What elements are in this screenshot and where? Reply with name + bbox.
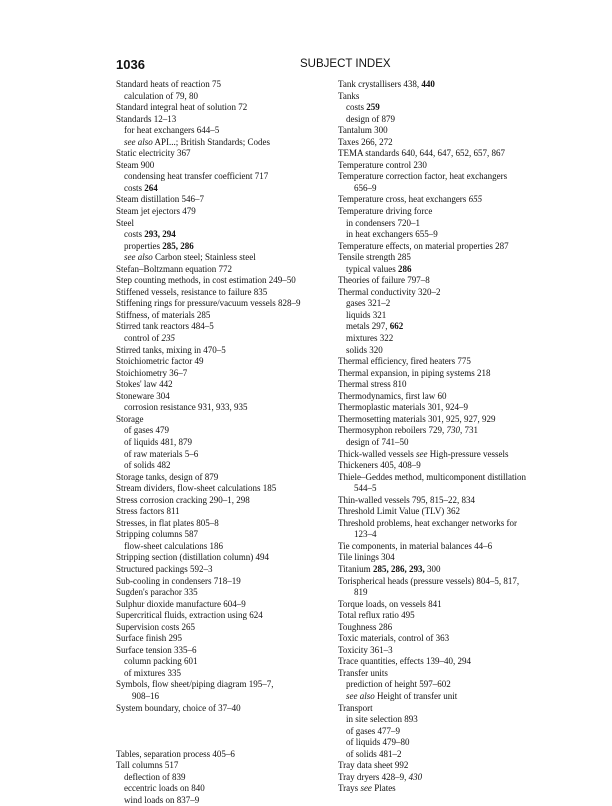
index-subentry	[116, 125, 341, 137]
index-entry	[116, 552, 341, 564]
index-entry	[338, 645, 578, 657]
entry-text: Titanium	[338, 563, 373, 574]
index-subentry	[338, 437, 578, 449]
entry-text: Toxic materials, control of 363	[338, 633, 450, 644]
entry-text: corrosion resistance 931, 933, 935	[124, 402, 248, 413]
index-column-right	[338, 79, 578, 795]
bold-page-ref: 293, 294	[144, 229, 176, 240]
entry-text: Stripping columns 587	[116, 529, 199, 540]
entry-text: Thick-walled vessels	[338, 448, 416, 459]
index-entry	[338, 460, 578, 472]
italic-text: see	[360, 783, 372, 794]
index-entry	[338, 783, 578, 795]
index-entry	[116, 610, 341, 622]
index-subentry	[338, 183, 578, 195]
index-entry	[116, 495, 341, 507]
index-entry	[116, 564, 341, 576]
entry-text: Supercritical fluids, extraction using 624	[116, 610, 263, 621]
entry-text: Torque loads, on vessels 841	[338, 598, 442, 609]
entry-text: costs	[124, 229, 145, 240]
entry-text: prediction of height 597–602	[346, 679, 451, 690]
index-entry	[116, 679, 341, 691]
index-entry	[338, 518, 578, 530]
entry-text: typical values	[346, 263, 398, 274]
index-entry	[338, 125, 578, 137]
index-subentry	[116, 183, 341, 195]
index-entry	[116, 749, 341, 761]
entry-text: Sugden's parachor 335	[116, 587, 198, 598]
entry-text: Plates	[371, 783, 396, 794]
entry-text: Thickeners 405, 408–9	[338, 460, 421, 471]
index-subentry	[116, 449, 341, 461]
index-entry	[116, 529, 341, 541]
index-entry	[116, 356, 341, 368]
entry-text: properties	[124, 240, 163, 251]
index-entry	[116, 287, 341, 299]
index-entry	[338, 772, 578, 784]
entry-text: gases 321–2	[346, 298, 391, 309]
italic-text: see	[415, 448, 428, 459]
entry-text: Tie components, in material balances 44–6	[338, 540, 493, 551]
index-subentry	[338, 726, 578, 738]
italic-text: 430	[408, 771, 423, 782]
entry-text: Stress factors 811	[116, 506, 180, 517]
entry-text: Theories of failure 797–8	[338, 275, 430, 286]
index-subentry	[338, 298, 578, 310]
entry-text: Structured packings 592–3	[116, 563, 213, 574]
entry-text: 908–16	[132, 690, 159, 701]
entry-text: of mixtures 335	[124, 667, 181, 678]
entry-text: for heat exchangers 644–5	[124, 125, 220, 136]
entry-text: design of 741–50	[346, 436, 409, 447]
index-gap	[116, 737, 341, 749]
index-entry	[116, 391, 341, 403]
index-subentry	[338, 749, 578, 761]
index-entry	[338, 610, 578, 622]
entry-text: Stream dividers, flow-sheet calculations 185	[116, 483, 277, 494]
entry-text: Temperature correction factor, heat exchangers	[338, 171, 508, 182]
entry-text: Total reflux ratio 495	[338, 610, 415, 621]
index-entry	[116, 518, 341, 530]
index-entry	[338, 137, 578, 149]
entry-text: solids 320	[346, 344, 383, 355]
index-entry	[116, 148, 341, 160]
entry-text: Temperature driving force	[338, 206, 433, 217]
index-subentry	[116, 241, 341, 253]
index-subentry	[338, 321, 578, 333]
entry-text: Threshold Limit Value (TLV) 362	[338, 506, 460, 517]
index-subentry	[338, 310, 578, 322]
italic-text: see also	[124, 136, 153, 147]
entry-text: Transport	[338, 702, 373, 713]
entry-text: Static electricity 367	[116, 148, 191, 159]
entry-text: Standards 12–13	[116, 113, 177, 124]
italic-text: see also	[124, 252, 153, 263]
index-entry	[116, 622, 341, 634]
index-entry	[116, 645, 341, 657]
entry-text: Tall columns 517	[116, 760, 179, 771]
index-subentry	[338, 714, 578, 726]
entry-text: , 731	[459, 425, 478, 436]
index-entry	[338, 668, 578, 680]
index-entry	[338, 472, 578, 484]
entry-text: Sub-cooling in condensers 718–19	[116, 575, 241, 586]
entry-text: Thermoplastic materials 301, 924–9	[338, 402, 468, 413]
entry-text: Tensile strength 285	[338, 252, 411, 263]
entry-text: 544–5	[354, 483, 377, 494]
bold-page-ref: 264	[144, 182, 158, 193]
entry-text: Tanks	[338, 90, 360, 101]
index-subentry	[116, 541, 341, 553]
index-entry	[338, 160, 578, 172]
entry-text: deflection of 839	[124, 771, 186, 782]
entry-text: mixtures 322	[346, 333, 394, 344]
entry-text: column packing 601	[124, 656, 198, 667]
index-entry	[338, 391, 578, 403]
entry-text: Thin-walled vessels 795, 815–22, 834	[338, 494, 475, 505]
index-entry	[338, 541, 578, 553]
index-entry	[338, 633, 578, 645]
index-entry	[116, 760, 341, 772]
entry-text: control of	[124, 333, 162, 344]
index-entry	[116, 310, 341, 322]
entry-text: in condensers 720–1	[346, 217, 420, 228]
entry-text: Stoichiometry 36–7	[116, 367, 188, 378]
entry-text: Stiffening rings for pressure/vacuum vessels 828–9	[116, 298, 301, 309]
index-entry	[116, 160, 341, 172]
index-subentry	[116, 691, 341, 703]
index-entry	[338, 368, 578, 380]
entry-text: Tile linings 304	[338, 552, 395, 563]
entry-text: Steam distillation 546–7	[116, 194, 204, 205]
entry-text: Stresses, in flat plates 805–8	[116, 517, 219, 528]
entry-text: Standard heats of reaction 75	[116, 79, 221, 89]
entry-text: costs	[346, 102, 367, 113]
index-entry	[338, 656, 578, 668]
entry-text: design of 879	[346, 113, 395, 124]
index-entry	[338, 206, 578, 218]
bold-page-ref: 440	[421, 79, 435, 89]
entry-text: Steel	[116, 217, 134, 228]
index-entry	[116, 264, 341, 276]
index-entry	[338, 379, 578, 391]
index-subentry	[116, 333, 341, 345]
entry-text: Stirred tank reactors 484–5	[116, 321, 214, 332]
entry-text: of gases 479	[124, 425, 169, 436]
index-entry	[338, 79, 578, 91]
entry-text: Stoneware 304	[116, 390, 170, 401]
index-subentry	[338, 679, 578, 691]
entry-text: of liquids 479–80	[346, 737, 410, 748]
index-entry	[338, 287, 578, 299]
index-entry	[116, 79, 341, 91]
index-entry	[116, 368, 341, 380]
bold-page-ref: 285, 286, 293,	[372, 563, 425, 574]
entry-text: Thermal expansion, in piping systems 218	[338, 367, 491, 378]
index-entry	[338, 425, 578, 437]
entry-text: wind loads on 837–9	[124, 794, 200, 805]
index-subentry	[116, 437, 341, 449]
index-subentry	[116, 783, 341, 795]
index-entry	[338, 402, 578, 414]
entry-text: Threshold problems, heat exchanger networks for	[338, 517, 517, 528]
index-gap	[116, 714, 341, 726]
index-subentry	[116, 460, 341, 472]
entry-text: System boundary, choice of 37–40	[116, 702, 241, 713]
entry-text: Standard integral heat of solution 72	[116, 102, 248, 113]
index-entry	[116, 599, 341, 611]
index-subentry	[116, 137, 341, 149]
index-subentry	[338, 691, 578, 703]
entry-text: Trays	[338, 783, 361, 794]
index-entry	[338, 241, 578, 253]
entry-text: Thermal stress 810	[338, 379, 407, 390]
entry-text: Storage	[116, 413, 144, 424]
entry-text: Temperature control 230	[338, 159, 427, 170]
entry-text: TEMA standards 640, 644, 647, 652, 657, 867	[338, 148, 505, 159]
entry-text: Supervision costs 265	[116, 621, 196, 632]
index-entry	[338, 252, 578, 264]
entry-text: Sulphur dioxide manufacture 604–9	[116, 598, 246, 609]
index-entry	[338, 414, 578, 426]
running-head: SUBJECT INDEX	[300, 58, 391, 70]
entry-text: Tray data sheet 992	[338, 760, 409, 771]
entry-text: Transfer units	[338, 667, 388, 678]
index-entry	[116, 298, 341, 310]
entry-text: Steam jet ejectors 479	[116, 206, 196, 217]
italic-text: 235	[161, 333, 175, 344]
index-column-left	[116, 79, 341, 806]
italic-text: 655	[468, 194, 483, 205]
entry-text: Height of transfer unit	[374, 690, 458, 701]
index-entry	[338, 275, 578, 287]
entry-text: Trace quantities, effects 139–40, 294	[338, 656, 471, 667]
index-subentry	[338, 345, 578, 357]
entry-text: Toughness 286	[338, 621, 393, 632]
entry-text: Tables, separation process 405–6	[116, 748, 235, 759]
index-entry	[116, 275, 341, 287]
index-entry	[338, 148, 578, 160]
entry-text: 300	[424, 563, 441, 574]
page-number: 1036	[116, 57, 145, 72]
index-subentry	[338, 483, 578, 495]
index-subentry	[338, 737, 578, 749]
entry-text: Stokes' law 442	[116, 379, 173, 390]
index-entry	[338, 194, 578, 206]
entry-text: in heat exchangers 655–9	[346, 229, 438, 240]
index-subentry	[338, 264, 578, 276]
entry-text: Symbols, flow sheet/piping diagram 195–7,	[116, 679, 274, 690]
entry-text: Toxicity 361–3	[338, 644, 393, 655]
index-entry	[116, 218, 341, 230]
index-entry	[338, 760, 578, 772]
index-subentry	[116, 772, 341, 784]
bold-page-ref: 662	[389, 321, 404, 332]
entry-text: Temperature cross, heat exchangers	[338, 194, 469, 205]
index-entry	[338, 599, 578, 611]
index-subentry	[116, 425, 341, 437]
entry-text: Thiele–Geddes method, multicomponent distillation	[338, 471, 526, 482]
entry-text: liquids 321	[346, 309, 387, 320]
entry-text: High-pressure vessels	[427, 448, 509, 459]
index-entry	[116, 102, 341, 114]
entry-text: Stiffened vessels, resistance to failure 835	[116, 286, 268, 297]
entry-text: of solids 481–2	[346, 748, 402, 759]
index-entry	[116, 379, 341, 391]
index-subentry	[116, 656, 341, 668]
italic-text: see also	[346, 690, 375, 701]
index-subentry	[116, 402, 341, 414]
index-subentry	[116, 171, 341, 183]
index-entry	[338, 356, 578, 368]
index-entry	[116, 114, 341, 126]
entry-text: Tank crystallisers 438,	[338, 79, 422, 89]
index-entry	[116, 483, 341, 495]
index-entry	[116, 194, 341, 206]
index-entry	[338, 506, 578, 518]
entry-text: Stripping section (distillation column) 494	[116, 552, 269, 563]
index-entry	[338, 449, 578, 461]
entry-text: Storage tanks, design of 879	[116, 471, 219, 482]
entry-text: API...; British Standards; Codes	[152, 136, 271, 147]
index-entry	[116, 506, 341, 518]
index-entry	[116, 345, 341, 357]
index-entry	[338, 622, 578, 634]
index-subentry	[338, 229, 578, 241]
index-entry	[338, 564, 578, 576]
entry-text: Stirred tanks, mixing in 470–5	[116, 344, 226, 355]
entry-text: of gases 477–9	[346, 725, 400, 736]
entry-text: Steam 900	[116, 159, 155, 170]
entry-text: Taxes 266, 272	[338, 136, 393, 147]
index-subentry	[116, 229, 341, 241]
entry-text: eccentric loads on 840	[124, 783, 205, 794]
entry-text: Tray dryers 428–9,	[338, 771, 409, 782]
entry-text: Stoichiometric factor 49	[116, 356, 204, 367]
italic-text: 730	[446, 425, 460, 436]
entry-text: Thermal conductivity 320–2	[338, 286, 441, 297]
index-subentry	[116, 795, 341, 806]
entry-text: Stefan–Boltzmann equation 772	[116, 263, 232, 274]
index-entry	[116, 633, 341, 645]
index-subentry	[338, 333, 578, 345]
entry-text: Carbon steel; Stainless steel	[152, 252, 256, 263]
entry-text: Thermal efficiency, fired heaters 775	[338, 356, 471, 367]
bold-page-ref: 259	[366, 102, 380, 113]
bold-page-ref: 286	[397, 263, 412, 274]
entry-text: in site selection 893	[346, 714, 418, 725]
index-subentry	[338, 587, 578, 599]
entry-text: flow-sheet calculations 186	[124, 540, 223, 551]
index-entry	[116, 206, 341, 218]
entry-text: Surface finish 295	[116, 633, 182, 644]
bold-page-ref: 285, 286	[162, 240, 194, 251]
index-entry	[116, 472, 341, 484]
entry-text: of raw materials 5–6	[124, 448, 199, 459]
index-subentry	[338, 102, 578, 114]
index-entry	[338, 552, 578, 564]
entry-text: 123–4	[354, 529, 377, 540]
index-entry	[338, 171, 578, 183]
entry-text: costs	[124, 182, 145, 193]
entry-text: condensing heat transfer coefficient 717	[124, 171, 269, 182]
entry-text: 656–9	[354, 182, 377, 193]
index-subentry	[116, 91, 341, 103]
index-entry	[338, 91, 578, 103]
index-entry	[116, 414, 341, 426]
entry-text: Stiffness, of materials 285	[116, 309, 211, 320]
entry-text: Thermodynamics, first law 60	[338, 390, 447, 401]
index-entry	[338, 576, 578, 588]
index-entry	[116, 587, 341, 599]
entry-text: of liquids 481, 879	[124, 436, 193, 447]
entry-text: 819	[354, 587, 368, 598]
index-subentry	[338, 114, 578, 126]
index-subentry	[116, 668, 341, 680]
entry-text: calculation of 79, 80	[124, 90, 198, 101]
index-entry	[116, 576, 341, 588]
entry-text: of solids 482	[124, 460, 171, 471]
entry-text: Thermosetting materials 301, 925, 927, 929	[338, 413, 496, 424]
index-subentry	[338, 218, 578, 230]
entry-text: Temperature effects, on material properties 287	[338, 240, 509, 251]
index-entry	[338, 495, 578, 507]
index-subentry	[338, 529, 578, 541]
entry-text: metals 297,	[346, 321, 390, 332]
index-gap	[116, 726, 341, 738]
index-entry	[116, 703, 341, 715]
index-subentry	[116, 252, 341, 264]
entry-text: Thermosyphon reboilers 729,	[338, 425, 447, 436]
entry-text: Step counting methods, in cost estimation 249–50	[116, 275, 296, 286]
entry-text: Stress corrosion cracking 290–1, 298	[116, 494, 250, 505]
index-entry	[338, 703, 578, 715]
index-entry	[116, 321, 341, 333]
entry-text: Tantalum 300	[338, 125, 388, 136]
entry-text: Torispherical heads (pressure vessels) 804–5, 817,	[338, 575, 520, 586]
entry-text: Surface tension 335–6	[116, 644, 197, 655]
